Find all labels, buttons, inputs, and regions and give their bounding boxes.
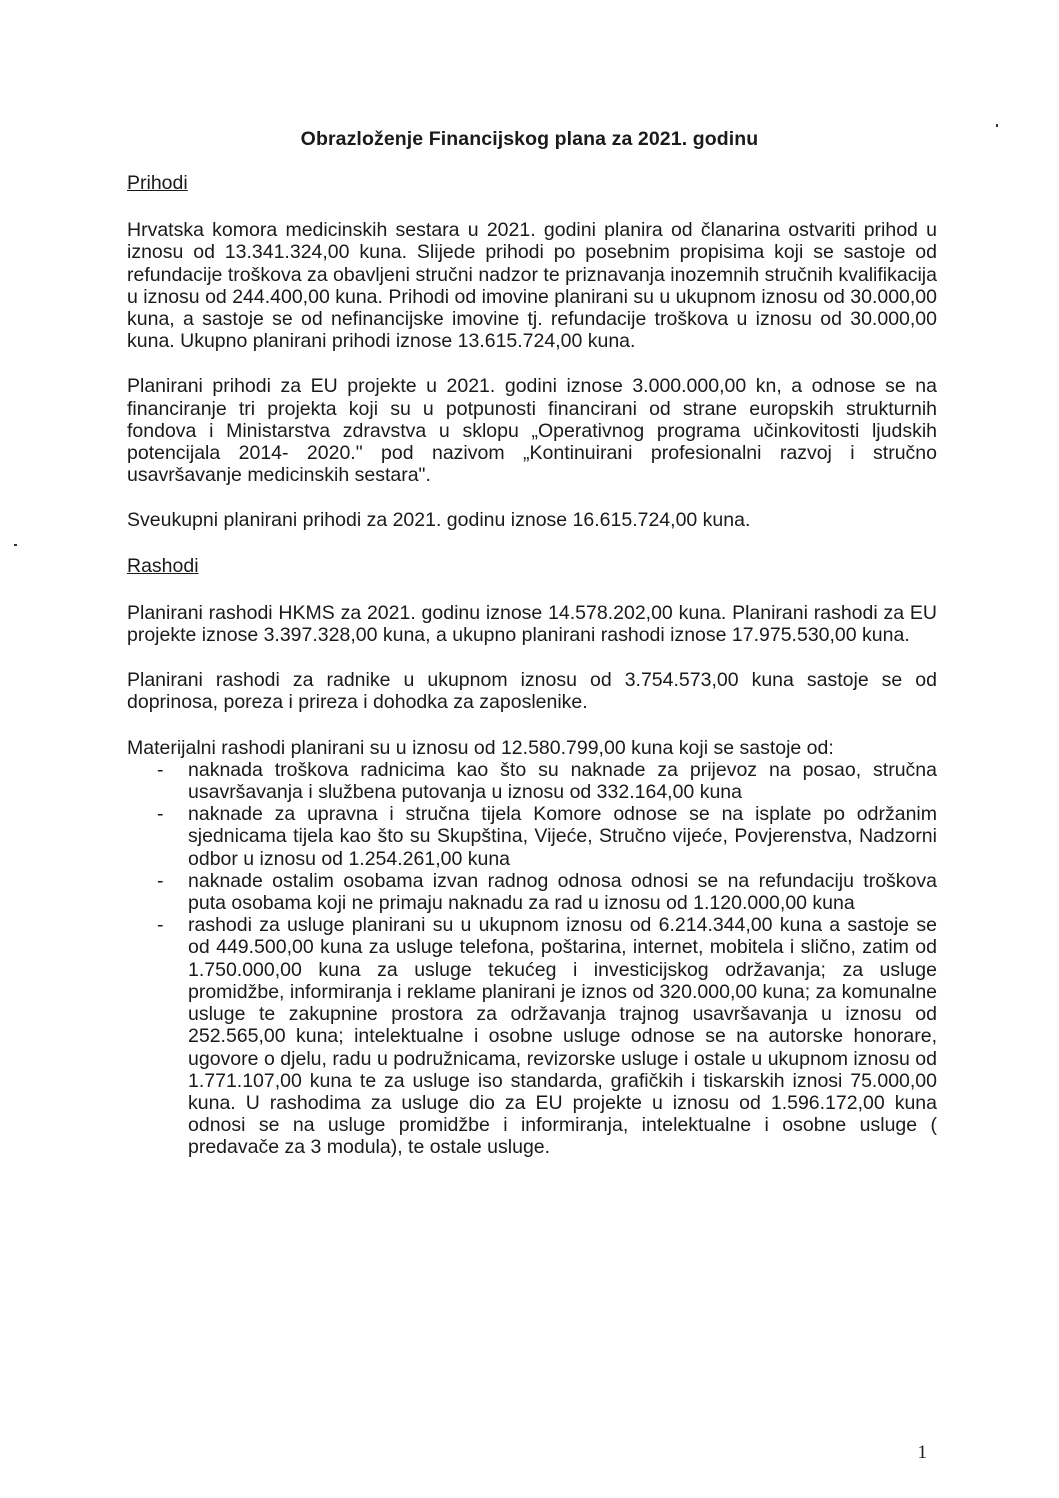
bullet-dash: -: [157, 869, 164, 892]
list-item: [127, 870, 937, 914]
list-item-text: naknada troškova radnicima kao što su naknade za prijevoz na posao, stručna usavršavanja i službena putovanja u iznosu od 332.164,00 kuna: [188, 758, 937, 804]
prihodi-paragraph-1: Hrvatska komora medicinskih sestara u 2021. godini planira od članarina ostvariti prihod u iznosu od 13.341.324,00 kuna. Slijede prihodi po posebnim propisima koji se sastoje od refundacije troškova za obavljeni stručni nadzor te priznavanja inozemnih stručnih kvalifikacija u iznosu od 244.400,00 kuna. Prihodi od imovine planirani su u ukupnom iznosu od 30.000,00 kuna, a sastoje se od nefinancijske imovine tj. refundacije troškova u iznosu od 30.000,00 kuna. Ukupno planirani prihodi iznose 13.615.724,00 kuna.: [127, 219, 937, 353]
list-item-text: naknade za upravna i stručna tijela Komore odnose se na isplate po održanim sjednicama tijela kao što su Skupština, Vijeće, Stručno vijeće, Povjerenstva, Nadzorni odbor u iznosu od 1.254.261,00 kuna: [188, 803, 937, 870]
list-item: [127, 803, 937, 870]
rashodi-paragraph-3: Materijalni rashodi planirani su u iznosu od 12.580.799,00 kuna koji se sastoje od:: [127, 736, 834, 759]
list-item: [127, 759, 937, 803]
list-item: [127, 914, 937, 1158]
page-number: 1: [917, 1442, 927, 1463]
list-item-text: rashodi za usluge planirani su u ukupnom iznosu od 6.214.344,00 kuna a sastoje se od 449.500,00 kuna za usluge telefona, poštarina, internet, mobitela i slično, zatim od 1.750.000,00 kuna za usluge tekućeg i investicijskog održavanja; za usluge promidžbe, informiranja i reklame planirani je iznos od 320.000,00 kuna; za komunalne usluge te zakupnine prostora za održavanja trajnog usavršavanja u iznosu od 252.565,00 kuna; intelektualne i osobne usluge odnose se na autorske honorare, ugovore o djelu, radu u podružnicama, revizorske usluge i ostale u ukupnom iznosu od 1.771.107,00 kuna te za usluge iso standarda, grafičkih i tiskarskih iznosi 75.000,00 kuna. U rashodima za usluge dio za EU projekte u iznosu od 1.596.172,00 kuna odnosi se na usluge promidžbe i informiranja, intelektualne i osobne usluge ( predavače za 3 modula), te ostale usluge.: [188, 914, 938, 1159]
list-item-text: naknade ostalim osobama izvan radnog odnosa odnosi se na refundaciju troškova puta osobama koji ne primaju naknadu za rad u iznosu od 1.120.000,00 kuna: [188, 869, 937, 915]
document-body: [127, 172, 937, 1159]
scan-speck: [996, 124, 998, 127]
rashodi-paragraph-1: Planirani rashodi HKMS za 2021. godinu iznose 14.578.202,00 kuna. Planirani rashodi za EU projekte iznose 3.397.328,00 kuna, a ukupno planirani rashodi iznose 17.975.530,00 kuna.: [127, 601, 937, 647]
expense-list: [127, 759, 937, 1159]
bullet-dash: -: [157, 914, 164, 937]
section-heading-rashodi: Rashodi: [127, 554, 199, 577]
prihodi-paragraph-2: Planirani prihodi za EU projekte u 2021. godini iznose 3.000.000,00 kn, a odnose se na financiranje tri projekta koji su u potpunosti financirani od strane europskih strukturnih fondova i Ministarstva zdravstva u sklopu „Operativnog programa učinkovitosti ljudskih potencijala 2014- 2020." pod nazivom „Kontinuirani profesionalni razvoj i stručno usavršavanje medicinskih sestara".: [127, 375, 937, 487]
document-title: Obrazloženje Financijskog plana za 2021. godinu: [300, 128, 759, 150]
section-heading-prihodi: Prihodi: [127, 172, 188, 194]
bullet-dash: -: [157, 803, 164, 826]
bullet-dash: -: [157, 758, 164, 781]
rashodi-paragraph-2: Planirani rashodi za radnike u ukupnom iznosu od 3.754.573,00 kuna sastoje se od doprinosa, poreza i prireza i dohodka za zaposlenike.: [127, 669, 937, 714]
prihodi-paragraph-3: Sveukupni planirani prihodi za 2021. godinu iznose 16.615.724,00 kuna.: [127, 509, 751, 532]
scan-speck: [14, 544, 17, 546]
